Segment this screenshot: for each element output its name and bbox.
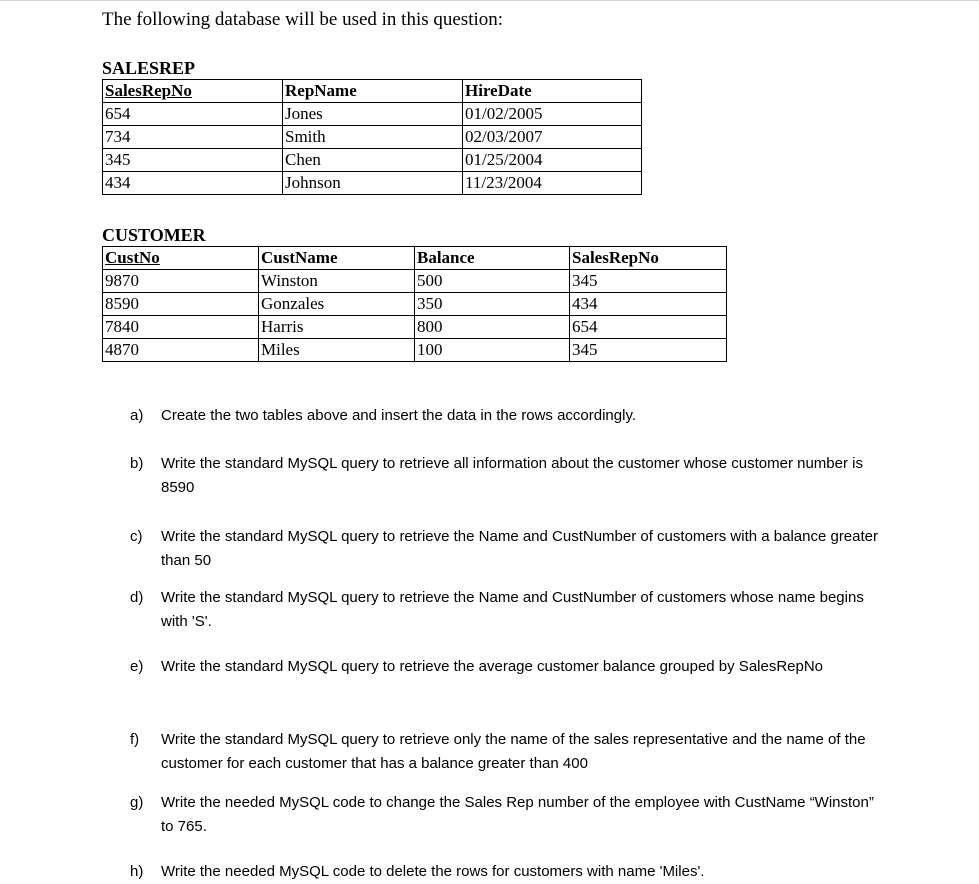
question-text: Write the standard MySQL query to retrieve the Name and CustNumber of customers with a balance greater than 50 [161,528,878,569]
header-cell: HireDate [463,80,642,103]
question-text: Write the needed MySQL code to delete the rows for customers with name 'Miles'. [161,863,705,880]
table-cell: 345 [570,270,727,293]
table-cell: 654 [103,103,283,126]
question-text: Write the standard MySQL query to retrieve the average customer balance grouped by SalesRepNo [161,658,824,675]
table-header-row [103,80,642,103]
table-cell: 434 [103,172,283,195]
table-cell: 100 [415,339,570,362]
question-text: Write the needed MySQL code to change the Sales Rep number of the employee with CustName “Winston” to 765. [161,794,874,835]
table-cell: Jones [283,103,463,126]
customer-table [102,246,727,362]
table-cell: 02/03/2007 [463,126,642,149]
question-label: h) [130,863,144,880]
question-a [130,404,890,428]
table-cell: 11/23/2004 [463,172,642,195]
salesrep-table [102,79,642,195]
question-d [130,586,890,634]
question-label: g) [130,794,144,811]
question-c [130,525,890,573]
table-cell: Smith [283,126,463,149]
table-cell: 734 [103,126,283,149]
header-cell: CustNo [103,247,259,270]
table-header-row [103,247,727,270]
header-cell: CustName [259,247,415,270]
table-cell: 345 [570,339,727,362]
table-cell: 01/25/2004 [463,149,642,172]
question-text: Write the standard MySQL query to retrieve only the name of the sales representative and the name of the customer for each customer that has a balance greater than 400 [161,731,866,772]
table-cell: 800 [415,316,570,339]
question-text: Write the standard MySQL query to retrieve the Name and CustNumber of customers whose name begins with 'S'. [161,589,864,630]
table-cell: Miles [259,339,415,362]
customer-table-title: CUSTOMER [102,225,206,245]
question-g [130,791,890,839]
question-h [130,860,890,884]
table-cell: 8590 [103,293,259,316]
table-cell: Gonzales [259,293,415,316]
table-cell: 654 [570,316,727,339]
table-cell: 434 [570,293,727,316]
table-row [103,172,642,195]
table-cell: Chen [283,149,463,172]
header-cell: RepName [283,80,463,103]
table-cell: Harris [259,316,415,339]
question-label: b) [130,455,144,472]
table-cell: 7840 [103,316,259,339]
table-cell: 4870 [103,339,259,362]
question-e [130,655,890,679]
table-cell: 345 [103,149,283,172]
header-cell: SalesRepNo [570,247,727,270]
table-row [103,293,727,316]
question-text: Create the two tables above and insert the data in the rows accordingly. [161,407,636,424]
question-label: c) [130,528,143,545]
header-cell: Balance [415,247,570,270]
table-row [103,316,727,339]
question-label: e) [130,658,144,675]
table-row [103,339,727,362]
table-cell: Winston [259,270,415,293]
question-f [130,728,890,776]
table-cell: 500 [415,270,570,293]
question-b [130,452,890,500]
table-row [103,103,642,126]
question-text: Write the standard MySQL query to retrieve all information about the customer whose customer number is 8590 [161,455,863,496]
table-cell: Johnson [283,172,463,195]
table-row [103,270,727,293]
question-label: f) [130,731,140,748]
table-cell: 01/02/2005 [463,103,642,126]
table-row [103,149,642,172]
intro-text: The following database will be used in this question: [102,9,504,30]
table-row [103,126,642,149]
question-label: d) [130,589,144,606]
table-cell: 350 [415,293,570,316]
header-cell: SalesRepNo [103,80,283,103]
page-top-border [0,0,979,1]
question-label: a) [130,407,144,424]
salesrep-table-title: SALESREP [102,58,196,78]
table-cell: 9870 [103,270,259,293]
